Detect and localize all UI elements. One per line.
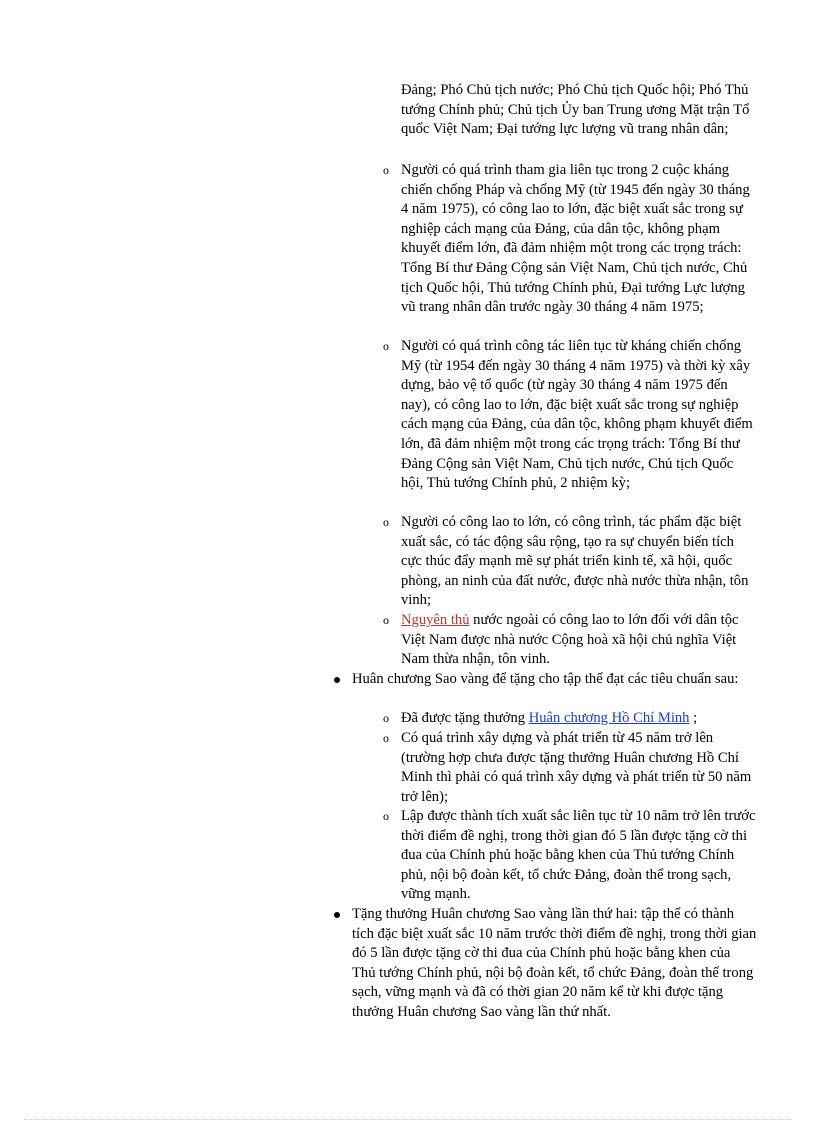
list-item-prefix: Đã được tặng thưởng [401, 710, 529, 726]
circle-bullet-icon: o [383, 613, 389, 627]
list-item-text: Người có quá trình tham gia liên tục trong 2 cuộc kháng chiến chống Pháp và chống Mỹ (từ 1945 đến ngày 30 tháng 4 năm 1975), có công lao to lớn, đặc biệt xuất sắc trong sự nghiệp cách mạng của Đảng, của dân tộc, không phạm khuyết điểm lớn, đã đảm nhiệm một trong các trọng trách: Tổng Bí thư Đảng Cộng sản Việt Nam, Chủ tịch nước, Chủ tịch Quốc hội, Thủ tướng Chính phủ, Đại tướng Lực lượng vũ trang nhân dân trước ngày 30 tháng 4 năm 1975; [401, 162, 750, 316]
circle-bullet-icon: o [383, 731, 389, 745]
list-item [383, 513, 758, 611]
list-item-suffix: ; [689, 710, 698, 726]
nguyen-thu-link[interactable]: Nguyên thủ [401, 612, 470, 628]
list-item [383, 161, 758, 318]
list-item-text [401, 611, 758, 670]
circle-bullet-icon: o [383, 339, 389, 353]
main-list-item-text: Huân chương Sao vàng để tặng cho tập thể đạt các tiêu chuẩn sau: [352, 671, 739, 687]
list-item [383, 807, 758, 905]
list-item [383, 729, 758, 807]
list-item [383, 337, 758, 494]
circle-bullet-icon: o [383, 515, 389, 529]
main-list-item [332, 905, 757, 1023]
main-list-item [332, 670, 757, 690]
list-item-text: Có quá trình xây dựng và phát triển từ 45 năm trở lên (trường hợp chưa được tặng thưởng Huân chương Hồ Chí Minh thì phải có quá trình xây dựng và phát triển từ 50 năm trở lên); [401, 730, 752, 805]
list-item [383, 709, 758, 729]
list-item-text: Người có quá trình công tác liên tục từ kháng chiến chống Mỹ (từ 1954 đến ngày 30 tháng 4 năm 1975) và thời kỳ xây dựng, bảo vệ tổ quốc (từ ngày 30 tháng 4 năm 1975 đến nay), có công lao to lớn, đặc biệt xuất sắc trong sự nghiệp cách mạng của Đảng, của dân tộc, không phạm khuyết điểm lớn, đã đảm nhiệm một trong các trọng trách: Tổng Bí thư Đảng Cộng sản Việt Nam, Chủ tịch nước, Chủ tịch Quốc hội, Thủ tướng Chính phủ, 2 nhiệm kỳ; [401, 338, 753, 492]
list-item-text: Người có công lao to lớn, có công trình, tác phẩm đặc biệt xuất sắc, có tác động sâu rộng, tạo ra sự chuyển biến tích cực thúc đẩy mạnh mẽ sự phát triển kinh tế, xã hội, quốc phòng, an ninh của đất nước, được nhà nước thừa nhận, tôn vinh; [401, 514, 749, 609]
list-item-text: Lập được thành tích xuất sắc liên tục từ 10 năm trở lên trước thời điểm đề nghị, trong thời gian đó 5 lần được tặng cờ thi đua của Chính phủ hoặc bằng khen của Thủ tướng Chính phủ, nội bộ đoàn kết, tổ chức Đảng, đoàn thể trong sạch, vững mạnh. [401, 808, 756, 903]
page-bottom-rule [24, 1119, 792, 1120]
bullet-dot-icon [334, 912, 340, 918]
circle-bullet-icon: o [383, 809, 389, 823]
list-item-rest-text: nước ngoài có công lao to lớn đối với dân tộc Việt Nam được nhà nước Cộng hoà xã hội chủ nghĩa Việt Nam thừa nhận, tôn vinh. [401, 612, 739, 668]
circle-bullet-icon: o [383, 163, 389, 177]
circle-bullet-icon: o [383, 711, 389, 725]
bullet-dot-icon [334, 677, 340, 683]
continuation-paragraph: Đảng; Phó Chủ tịch nước; Phó Chủ tịch Quốc hội; Phó Thủ tướng Chính phủ; Chủ tịch Ủy ban Trung ương Mặt trận Tổ quốc Việt Nam; Đại tướng lực lượng vũ trang nhân dân; [401, 82, 750, 138]
huan-chuong-ho-chi-minh-link[interactable]: Huân chương Hồ Chí Minh [528, 710, 690, 726]
main-list-item-text: Tặng thưởng Huân chương Sao vàng lần thứ hai: tập thể có thành tích đặc biệt xuất sắc 10 năm trước thời điểm đề nghị, trong thời gian đó 5 lần được tặng cờ thi đua của Chính phủ hoặc bằng khen của Thủ tướng Chính phủ, nội bộ đoàn kết, tổ chức Đảng, đoàn thể trong sạch, vững mạnh và đã có thời gian 20 năm kể từ khi được tặng thưởng Huân chương Sao vàng lần thứ nhất. [352, 906, 757, 1020]
list-item-text [401, 709, 758, 729]
list-item [383, 611, 758, 670]
